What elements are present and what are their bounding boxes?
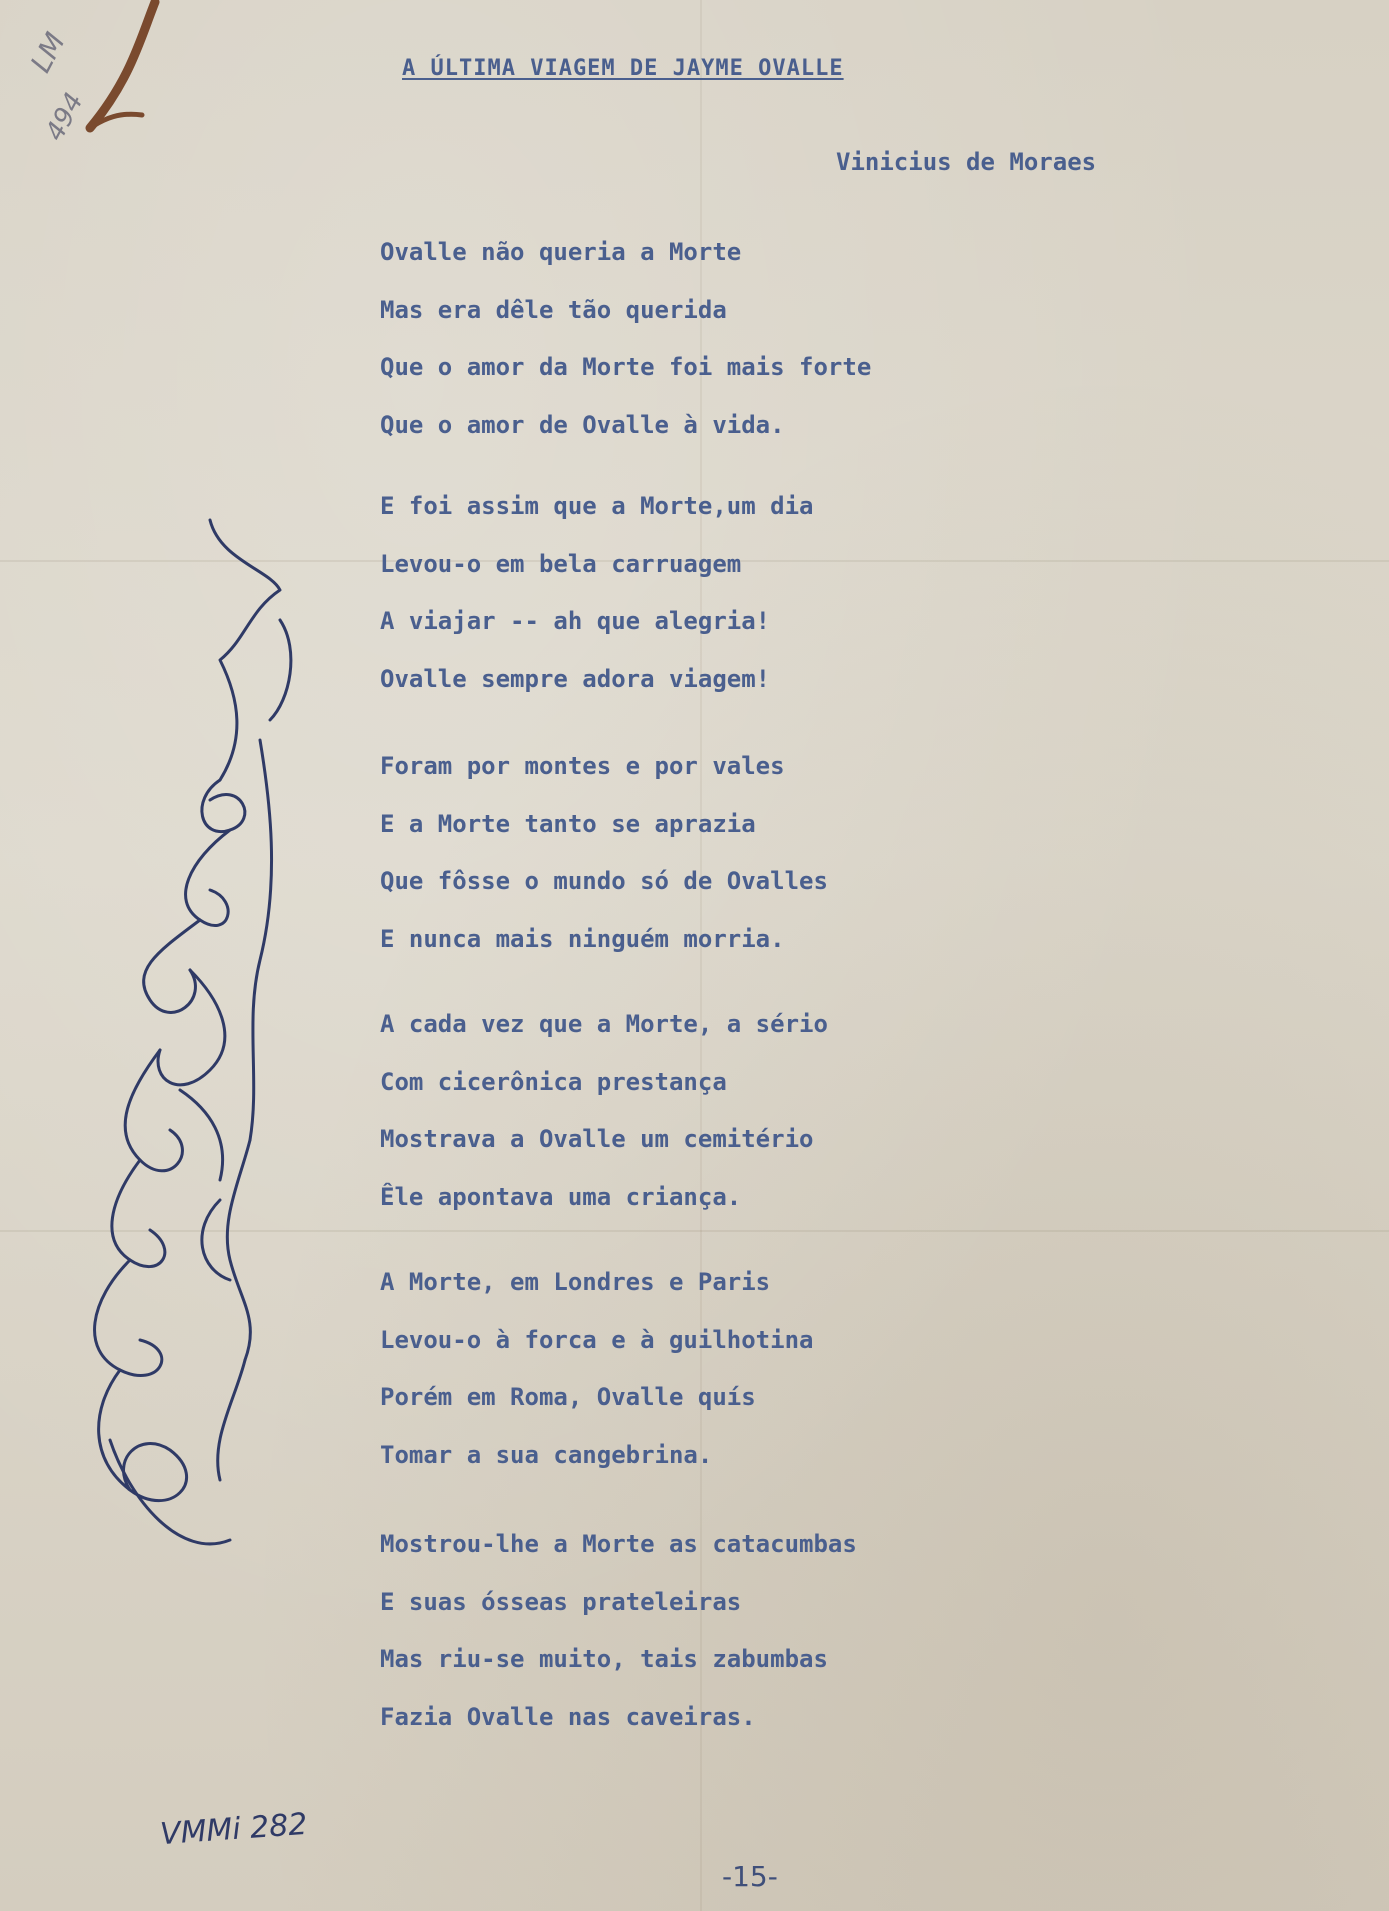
stanza-2 [380,478,1140,708]
catalog-note: VMMi 282 [158,1806,309,1853]
corner-pencil-note: 494 [39,88,90,146]
verse-line: Que o amor de Ovalle à vida. [380,410,785,439]
verse-line: E nunca mais ninguém morria. [380,924,785,953]
verse-line: E foi assim que a Morte,um dia [380,492,814,520]
stanza-3 [380,738,1140,968]
stanza-6 [380,1516,1140,1746]
poem-title: A ÚLTIMA VIAGEM DE JAYME OVALLE [402,56,844,81]
stanza-4 [380,996,1140,1226]
page-number: -15- [722,1860,778,1893]
verse-line: Mas era dêle tão querida [380,295,727,324]
verse-line: A viajar -- ah que alegria! [380,607,771,635]
verse-line: A cada vez que a Morte, a sério [380,1010,828,1038]
verse-line: Com cicerônica prestança [380,1067,727,1096]
verse-line: Mostrou-lhe a Morte as catacumbas [380,1530,857,1558]
verse-line: Mas riu-se muito, tais zabumbas [380,1645,828,1673]
verse-line: Mostrava a Ovalle um cemitério [380,1125,814,1153]
verse-line: Levou-o à forca e à guilhotina [380,1325,814,1354]
verse-line: Foram por montes e por vales [380,752,785,780]
verse-line: Êle apontava uma criança. [380,1182,742,1211]
verse-line: Porém em Roma, Ovalle quís [380,1383,756,1411]
stanza-1 [380,224,1140,454]
stanza-5 [380,1254,1140,1484]
verse-line: Que fôsse o mundo só de Ovalles [380,867,828,895]
verse-line: Ovalle não queria a Morte [380,238,742,266]
verse-line: E suas ósseas prateleiras [380,1587,742,1616]
verse-line: E a Morte tanto se aprazia [380,809,756,838]
verse-line: A Morte, em Londres e Paris [380,1268,771,1296]
verse-line: Tomar a sua cangebrina. [380,1440,713,1469]
poem-author: Vinicius de Moraes [836,148,1097,176]
handwritten-signature [70,500,330,1590]
verse-line: Ovalle sempre adora viagem! [380,664,771,693]
verse-line: Fazia Ovalle nas caveiras. [380,1702,756,1731]
verse-line: Levou-o em bela carruagem [380,549,742,578]
verse-line: Que o amor da Morte foi mais forte [380,353,872,381]
corner-pencil-note: LM [23,27,72,78]
